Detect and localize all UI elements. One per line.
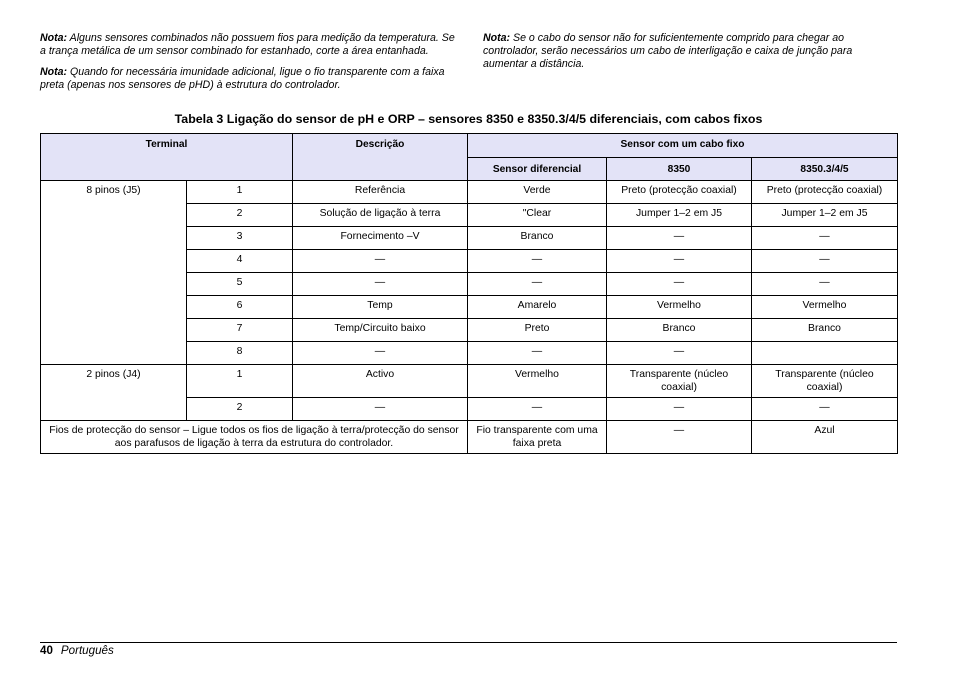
dif-cell: Verde (468, 181, 607, 204)
pin-cell: 6 (187, 296, 293, 319)
pin-cell: 8 (187, 342, 293, 365)
s8350-cell: Jumper 1–2 em J5 (607, 204, 752, 227)
dif-cell: — (468, 273, 607, 296)
note-label: Nota: (483, 32, 511, 44)
dif-cell: Branco (468, 227, 607, 250)
pin-cell: 2 (187, 204, 293, 227)
s8350-cell: — (607, 273, 752, 296)
desc-cell: Temp/Circuito baixo (293, 319, 468, 342)
dif-cell: — (468, 342, 607, 365)
group-label: 8 pinos (J5) (41, 181, 187, 365)
note-label: Nota: (40, 32, 68, 44)
footer-divider (40, 642, 897, 643)
s835x-cell (752, 342, 898, 365)
dif-cell: Preto (468, 319, 607, 342)
dif-cell: "Clear (468, 204, 607, 227)
s835x-cell: — (752, 227, 898, 250)
desc-cell: Referência (293, 181, 468, 204)
page-footer (40, 644, 114, 657)
header-sensor-diferencial: Sensor diferencial (468, 158, 607, 181)
notes-left-column (40, 32, 458, 100)
desc-cell: — (293, 342, 468, 365)
desc-cell: — (293, 250, 468, 273)
note-label: Nota: (40, 66, 68, 78)
s8350-cell: Branco (607, 319, 752, 342)
header-8350-3-4-5: 8350.3/4/5 (752, 158, 898, 181)
desc-cell: Activo (293, 365, 468, 398)
header-8350: 8350 (607, 158, 752, 181)
header-sensor-group: Sensor com um cabo fixo (468, 134, 898, 158)
desc-cell: Fornecimento –V (293, 227, 468, 250)
wiring-table (40, 133, 898, 454)
header-row (41, 134, 898, 158)
s8350-cell: Transparente (núcleo coaxial) (607, 365, 752, 398)
desc-cell: — (293, 398, 468, 421)
pin-cell: 7 (187, 319, 293, 342)
pin-cell: 1 (187, 181, 293, 204)
desc-cell: Temp (293, 296, 468, 319)
table-row (41, 365, 898, 398)
header-descricao: Descrição (293, 134, 468, 181)
s835x-cell: — (752, 273, 898, 296)
s835x-cell: Vermelho (752, 296, 898, 319)
dif-cell: Fio transparente com uma faixa preta (468, 421, 607, 454)
s8350-cell: — (607, 421, 752, 454)
desc-cell: Solução de ligação à terra (293, 204, 468, 227)
s835x-cell: Azul (752, 421, 898, 454)
s835x-cell: — (752, 398, 898, 421)
s8350-cell: — (607, 342, 752, 365)
pin-cell: 4 (187, 250, 293, 273)
dif-cell: Amarelo (468, 296, 607, 319)
dif-cell: Vermelho (468, 365, 607, 398)
s835x-cell: — (752, 250, 898, 273)
note-text: Alguns sensores combinados não possuem fios para medição da temperatura. Se a trança metálica de um sensor combinado for estanhado, corte a área entanhada. (40, 32, 455, 57)
note (40, 32, 458, 58)
note-text: Quando for necessária imunidade adicional, ligue o fio transparente com a faixa preta (apenas nos sensores de pHD) à estrutura do controlador. (40, 66, 445, 91)
note (40, 66, 458, 92)
desc-cell: — (293, 273, 468, 296)
page-number: 40 (40, 644, 53, 657)
s835x-cell: Branco (752, 319, 898, 342)
dif-cell: — (468, 250, 607, 273)
s835x-cell: Jumper 1–2 em J5 (752, 204, 898, 227)
pin-cell: 1 (187, 365, 293, 398)
pin-cell: 2 (187, 398, 293, 421)
note (483, 32, 897, 71)
note-text: Se o cabo do sensor não for suficientemente comprido para chegar ao controlador, serão necessários um cabo de interligação e caixa de junção para aumentar a distância. (483, 32, 853, 70)
pin-cell: 3 (187, 227, 293, 250)
s835x-cell: Transparente (núcleo coaxial) (752, 365, 898, 398)
shield-row (41, 421, 898, 454)
s8350-cell: — (607, 250, 752, 273)
s835x-cell: Preto (protecção coaxial) (752, 181, 898, 204)
dif-cell: — (468, 398, 607, 421)
group-label: 2 pinos (J4) (41, 365, 187, 421)
table-row (41, 181, 898, 204)
notes-right-column (483, 32, 897, 79)
shield-instruction: Fios de protecção do sensor – Ligue todos os fios de ligação à terra/protecção do sensor aos parafusos de ligação à terra da estrutura do controlador. (41, 421, 468, 454)
s8350-cell: — (607, 398, 752, 421)
s8350-cell: Preto (protecção coaxial) (607, 181, 752, 204)
s8350-cell: — (607, 227, 752, 250)
footer-language: Português (60, 644, 114, 657)
header-terminal: Terminal (41, 134, 293, 181)
s8350-cell: Vermelho (607, 296, 752, 319)
table-title: Tabela 3 Ligação do sensor de pH e ORP – sensores 8350 e 8350.3/4/5 diferenciais, com cabos fixos (174, 112, 763, 126)
pin-cell: 5 (187, 273, 293, 296)
